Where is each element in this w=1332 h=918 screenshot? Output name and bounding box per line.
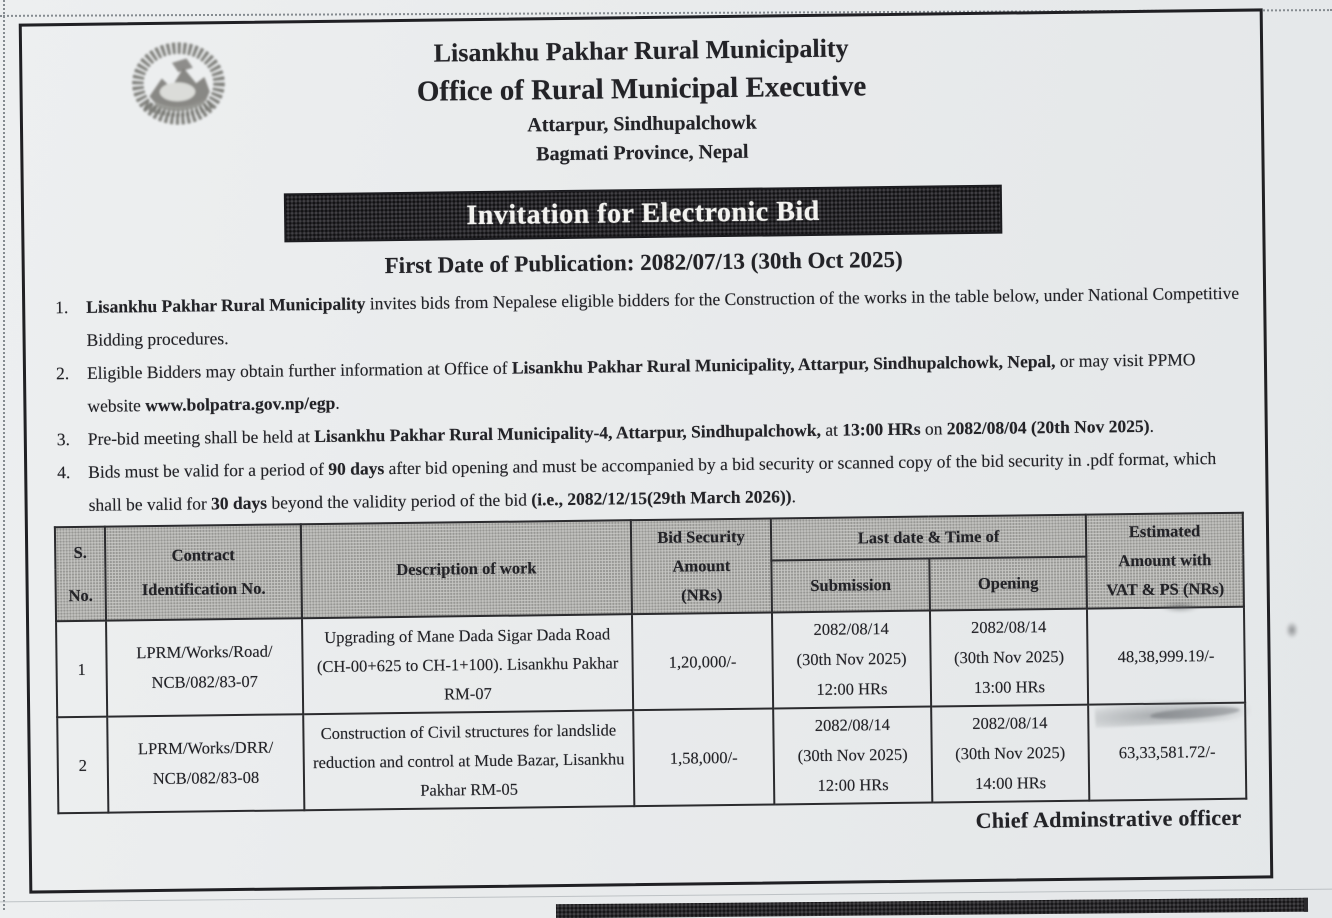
clause-segment: . — [1149, 415, 1154, 436]
header-estimated-line: Estimated — [1128, 521, 1201, 542]
province-line: Bagmati Province, Nepal — [536, 140, 749, 166]
contract-id-line: LPRM/Works/DRR/ — [137, 737, 274, 759]
clause-segment: on — [920, 418, 947, 439]
submission-date-en: (30th Nov 2025) — [796, 648, 907, 670]
clause-segment: . — [335, 392, 340, 413]
clause-segment: www.bolpatra.gov.np/egp — [145, 392, 336, 416]
header-estimated — [1086, 513, 1244, 609]
cell-estimated: 48,38,999.19/- — [1087, 607, 1245, 705]
cell-contract-id — [106, 618, 303, 716]
clause-segment: Bids must be valid for a period of — [88, 458, 329, 482]
clause-item-4 — [57, 442, 1242, 522]
municipality-name: Lisankhu Pakhar Rural Municipality — [433, 33, 849, 68]
clause-segment: Pre-bid meeting shall be held at — [87, 426, 315, 449]
cell-sn: 1 — [56, 621, 107, 718]
clause-segment: invites bids from Nepalese eligible bidders for the Construction of the works in the table below, under National Competitive Bidding procedures. — [86, 282, 1240, 350]
cell-submission — [772, 611, 931, 709]
contract-id-line: NCB/082/83-08 — [152, 767, 260, 789]
scan-edge-dotted-left — [3, 0, 5, 910]
publication-date-line: First Date of Publication: 2082/07/13 (30th Oct 2025) — [384, 246, 903, 279]
header-estimated-line: VAT & PS (NRs) — [1106, 578, 1225, 600]
header-sn — [55, 527, 106, 622]
header-sn-line: No. — [68, 585, 93, 605]
cell-bid-security: 1,20,000/- — [632, 612, 773, 710]
header-opening: Opening — [929, 557, 1087, 611]
clause-segment: beyond the validity period of the bid — [266, 489, 532, 513]
cell-submission — [773, 707, 932, 805]
submission-date: 2082/08/14 — [813, 619, 889, 639]
submission-time: 12:00 HRs — [817, 775, 889, 795]
header-contract-id — [105, 524, 302, 620]
clause-segment: 30 days — [210, 492, 268, 514]
opening-date-en: (30th Nov 2025) — [953, 646, 1065, 668]
notice-title-bar — [286, 187, 1000, 241]
header-description: Description of work — [301, 520, 632, 618]
header-estimated-line: Amount with — [1118, 550, 1212, 571]
header-bid-security-line: Bid Security — [657, 527, 745, 548]
contract-id-line: LPRM/Works/Road/ — [136, 641, 273, 663]
cell-description: Upgrading of Mane Dada Sigar Dada Road (CH-00+625 to CH-1+100). Lisankhu Pakhar RM-07 — [302, 614, 633, 714]
clause-number: 2. — [55, 363, 70, 384]
header-bid-security-line: Amount — [672, 555, 731, 576]
cell-description: Construction of Civil structures for landslide reduction and control at Mude Bazar, Lisankhu Pakhar RM-05 — [303, 710, 634, 810]
cell-opening — [931, 705, 1089, 803]
submission-date-en: (30th Nov 2025) — [797, 744, 908, 766]
office-name: Office of Rural Municipal Executive — [416, 70, 867, 108]
submission-date: 2082/08/14 — [814, 715, 891, 735]
address-line: Attarpur, Sindhupalchowk — [527, 111, 757, 137]
header-sn-line: S. — [73, 542, 87, 562]
notice-title: Invitation for Electronic Bid — [466, 195, 820, 231]
opening-time: 13:00 HRs — [973, 677, 1046, 698]
submission-time: 12:00 HRs — [816, 679, 888, 699]
header-bid-security-line: (NRs) — [681, 584, 723, 605]
clause-segment: 13:00 HRs — [842, 418, 921, 440]
clause-segment: Lisankhu Pakhar Rural Municipality — [86, 293, 366, 317]
clause-segment: Lisankhu Pakhar Rural Municipality, Attarpur, Sindhupalchowk, Nepal, — [511, 350, 1056, 378]
letterhead — [22, 11, 1262, 188]
next-section-top-bar — [556, 898, 1308, 918]
opening-time: 14:00 HRs — [974, 773, 1047, 794]
clause-segment: or may visit PPMO website — [87, 349, 1196, 416]
cell-bid-security: 1,58,000/- — [633, 708, 774, 806]
cell-opening — [930, 609, 1088, 707]
header-last-date-group: Last date & Time of — [771, 515, 1086, 561]
clause-number: 4. — [57, 462, 71, 483]
nepal-emblem-image — [126, 34, 231, 141]
cell-estimated: 63,33,581.72/- — [1088, 703, 1246, 801]
clause-segment: Lisankhu Pakhar Rural Municipality-4, Attarpur, Sindhupalchowk, — [314, 419, 822, 447]
scan-artifact-smudge — [1286, 622, 1298, 638]
opening-date: 2082/08/14 — [970, 617, 1047, 638]
bid-table — [54, 512, 1247, 815]
opening-date-en: (30th Nov 2025) — [955, 742, 1066, 764]
clause-segment: Eligible Bidders may obtain further information at Office of — [86, 357, 512, 383]
header-contract-line: Contract — [171, 545, 235, 565]
header-submission: Submission — [771, 559, 930, 613]
clause-list — [55, 277, 1242, 522]
table-row-2 — [57, 703, 1246, 814]
cell-sn: 2 — [57, 717, 108, 814]
contract-id-line: NCB/082/83-07 — [151, 671, 259, 693]
signature-line: Chief Adminstrative officer — [975, 804, 1242, 833]
header-bid-security — [631, 518, 772, 614]
cell-contract-id — [107, 714, 304, 812]
header-contract-line: Identification No. — [141, 578, 266, 600]
clause-segment: after bid opening and must be accompanied by a bid security or scanned copy of the bid security in .pdf format, which shall be valid for — [88, 448, 1217, 515]
clause-segment: at — [820, 419, 843, 440]
clause-number: 1. — [55, 297, 69, 318]
clause-segment: 90 days — [328, 458, 385, 479]
clause-number: 3. — [56, 429, 71, 450]
clause-segment: (i.e., 2082/12/15(29th March 2026)) — [531, 486, 792, 510]
table-row-1 — [56, 607, 1245, 718]
clause-segment: 2082/08/04 (20th Nov 2025) — [946, 415, 1150, 439]
opening-date: 2082/08/14 — [972, 713, 1048, 734]
clause-segment: . — [791, 486, 797, 507]
notice-document-box — [19, 8, 1274, 893]
